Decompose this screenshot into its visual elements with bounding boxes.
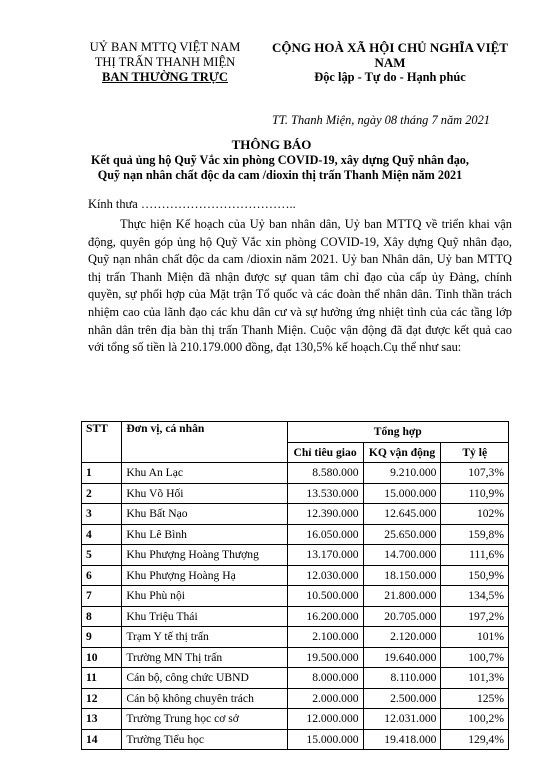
issuing-agency [70, 40, 260, 85]
row-rate: 129,4% [441, 729, 509, 750]
row-stt: 8 [82, 606, 122, 627]
row-stt: 1 [82, 463, 122, 484]
row-stt: 12 [82, 688, 122, 709]
body-text [88, 216, 512, 357]
agency-line-2: THỊ TRẤN THANH MIỆN [94, 55, 236, 69]
table-row [82, 463, 509, 484]
row-unit: Khu Phù nội [122, 586, 287, 607]
table-row [82, 565, 509, 586]
row-rate: 150,9% [441, 565, 509, 586]
row-unit: Khu Bất Nạo [122, 504, 287, 525]
row-stt: 6 [82, 565, 122, 586]
table-row [82, 627, 509, 648]
row-plan: 19.500.000 [287, 647, 363, 668]
row-plan: 12.000.000 [287, 709, 363, 730]
document-title: THÔNG BÁO [231, 137, 312, 152]
row-plan: 13.170.000 [287, 545, 363, 566]
row-stt: 3 [82, 504, 122, 525]
row-stt: 9 [82, 627, 122, 648]
row-result: 21.800.000 [363, 586, 441, 607]
table-row [82, 606, 509, 627]
row-stt: 7 [82, 586, 122, 607]
row-rate: 134,5% [441, 586, 509, 607]
row-rate: 107,3% [441, 463, 509, 484]
row-result: 2.120.000 [363, 627, 441, 648]
results-table [81, 421, 509, 750]
row-plan: 10.500.000 [287, 586, 363, 607]
row-rate: 101,3% [441, 668, 509, 689]
row-plan: 13.530.000 [287, 483, 363, 504]
row-rate: 102% [441, 504, 509, 525]
table-row [82, 729, 509, 750]
row-result: 25.650.000 [363, 524, 441, 545]
row-stt: 10 [82, 647, 122, 668]
table-row [82, 647, 509, 668]
table-row [82, 504, 509, 525]
row-unit: Trường Tiểu học [122, 729, 287, 750]
subtitle-line-2: Quỹ nạn nhân chất độc da cam /dioxin thị trấn Thanh Miện năm 2021 [97, 168, 463, 182]
row-result: 20.705.000 [363, 606, 441, 627]
document-date: TT. Thanh Miện, ngày 08 tháng 7 năm 2021 [272, 113, 490, 127]
national-motto: Độc lập - Tự do - Hạnh phúc [314, 70, 466, 84]
national-name: CỘNG HOÀ XÃ HỘI CHỦ NGHĨA VIỆT NAM [272, 40, 508, 70]
body-paragraph: Thực hiện Kế hoạch của Uỷ ban nhân dân, Uỷ ban MTTQ về triển khai vận động, quyên góp ủng hộ Quỹ Vắc xin phòng COVID-19, Xây dựng Quỹ nhân đạo, Quỹ nạn nhân chất độc da cam /dioxin năm 2021. Uỷ ban Nhân dân, Uỷ ban MTTQ thị trấn Thanh Miện đã nhận được sự quan tâm chỉ đạo của cấp ủy Đảng, chính quyền, sự phối hợp của Mặt trận Tổ quốc và các đoàn thể nhân dân. Tinh thần trách nhiệm cao của lãnh đạo các khu dân cư và sự hưởng ứng nhiệt tình của các tầng lớp nhân dân trên địa bàn thị trấn Thanh Miện. Cuộc vận động đã đạt được kết quả cao với tổng số tiền là 210.179.000 đồng, đạt 130,5% kế hoạch.Cụ thể như sau: [88, 217, 512, 355]
row-stt: 4 [82, 524, 122, 545]
row-unit: Cán bộ không chuyên trách [122, 688, 287, 709]
row-unit: Khu Triệu Thái [122, 606, 287, 627]
row-plan: 12.390.000 [287, 504, 363, 525]
row-unit: Khu Lê Bình [122, 524, 287, 545]
row-result: 2.500.000 [363, 688, 441, 709]
row-result: 19.640.000 [363, 647, 441, 668]
row-result: 8.110.000 [363, 668, 441, 689]
subtitle-line-1: Kết quả ủng hộ Quỹ Vắc xin phòng COVID-19, xây dựng Quỹ nhân đạo, [91, 153, 469, 167]
table-body [82, 463, 509, 750]
row-unit: Khu An Lạc [122, 463, 287, 484]
row-stt: 2 [82, 483, 122, 504]
row-plan: 16.200.000 [287, 606, 363, 627]
row-result: 15.000.000 [363, 483, 441, 504]
row-stt: 14 [82, 729, 122, 750]
row-plan: 15.000.000 [287, 729, 363, 750]
table-header-row [82, 422, 509, 443]
agency-line-1: UỶ BAN MTTQ VIỆT NAM [89, 40, 241, 54]
header-stt: STT [82, 422, 122, 463]
row-unit: Khu Võ Hối [122, 483, 287, 504]
row-rate: 110,9% [441, 483, 509, 504]
document-header [0, 40, 543, 100]
row-stt: 13 [82, 709, 122, 730]
row-unit: Trạm Y tế thị trấn [122, 627, 287, 648]
national-title [258, 40, 522, 85]
header-summary: Tổng hợp [287, 422, 508, 443]
row-plan: 2.000.000 [287, 688, 363, 709]
table-row [82, 524, 509, 545]
row-unit: Trường Trung học cơ sở [122, 709, 287, 730]
row-rate: 101% [441, 627, 509, 648]
row-plan: 16.050.000 [287, 524, 363, 545]
row-stt: 11 [82, 668, 122, 689]
header-plan: Chỉ tiêu giao [287, 442, 363, 463]
row-result: 14.700.000 [363, 545, 441, 566]
row-plan: 8.580.000 [287, 463, 363, 484]
row-rate: 100,2% [441, 709, 509, 730]
row-unit: Cán bộ, công chức UBND [122, 668, 287, 689]
row-result: 12.031.000 [363, 709, 441, 730]
table-row [82, 586, 509, 607]
agency-line-3: BAN THƯỜNG TRỰC [102, 70, 228, 84]
row-result: 9.210.000 [363, 463, 441, 484]
header-result: KQ vận động [363, 442, 441, 463]
table-row [82, 483, 509, 504]
row-rate: 197,2% [441, 606, 509, 627]
row-unit: Trường MN Thị trấn [122, 647, 287, 668]
row-result: 19.418.000 [363, 729, 441, 750]
row-rate: 159,8% [441, 524, 509, 545]
row-result: 18.150.000 [363, 565, 441, 586]
row-rate: 100,7% [441, 647, 509, 668]
row-unit: Khu Phượng Hoàng Hạ [122, 565, 287, 586]
table-row [82, 688, 509, 709]
row-plan: 8.000.000 [287, 668, 363, 689]
row-result: 12.645.000 [363, 504, 441, 525]
header-unit: Đơn vị, cá nhân [122, 422, 287, 463]
header-rate: Tỷ lệ [441, 442, 509, 463]
row-rate: 111,6% [441, 545, 509, 566]
table-row [82, 668, 509, 689]
greeting: Kính thưa ……………………………….. [88, 197, 296, 211]
row-unit: Khu Phượng Hoàng Thượng [122, 545, 287, 566]
document-subtitle [60, 153, 500, 183]
row-rate: 125% [441, 688, 509, 709]
row-plan: 12.030.000 [287, 565, 363, 586]
table-row [82, 545, 509, 566]
row-plan: 2.100.000 [287, 627, 363, 648]
table-row [82, 709, 509, 730]
row-stt: 5 [82, 545, 122, 566]
